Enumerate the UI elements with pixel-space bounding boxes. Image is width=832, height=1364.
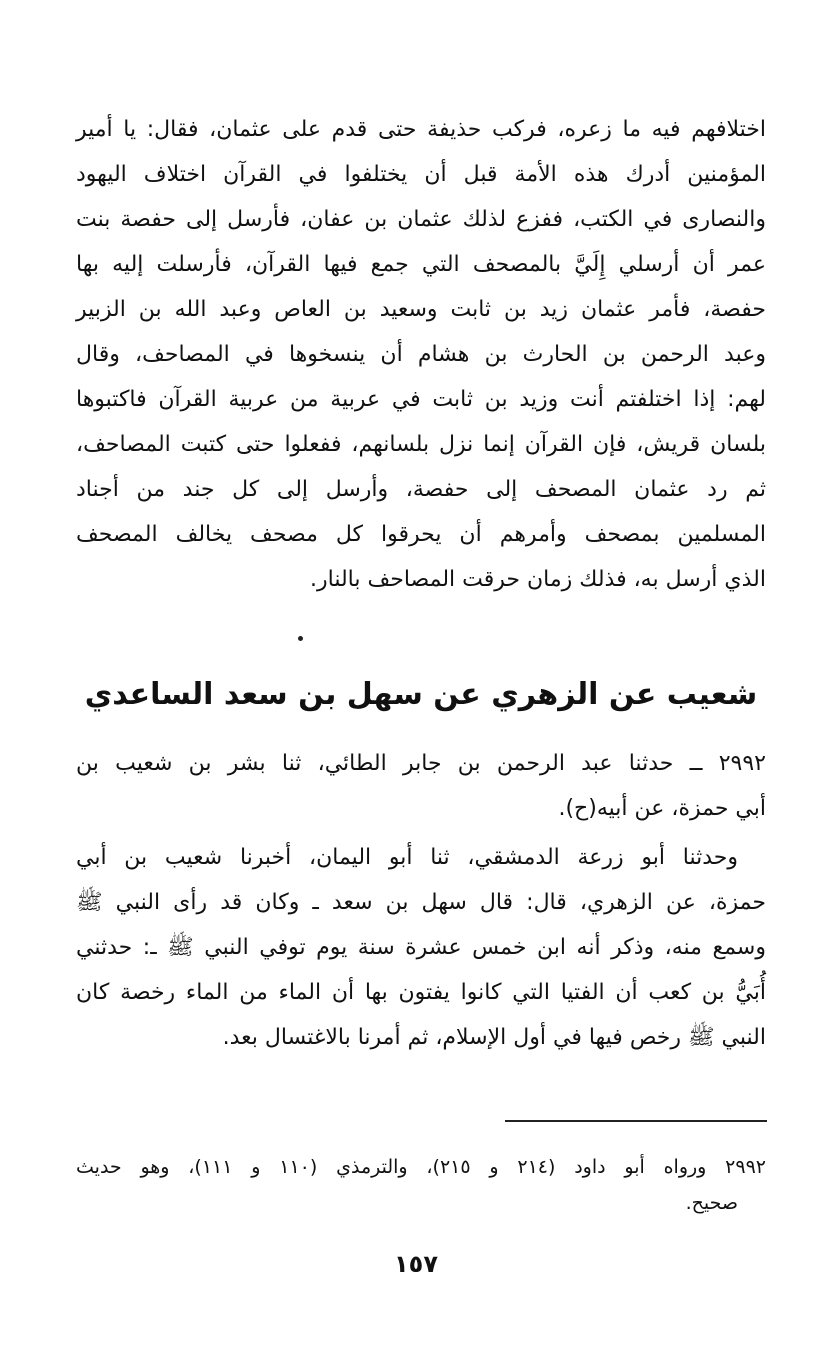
text-line: وعبد الرحمن بن الحارث بن هشام أن ينسخوها في المصاحف، وقال [76,342,766,367]
text-line: النبي ﷺ رخص فيها في أول الإسلام، ثم أمرنا بالاغتسال بعد. [222,1025,766,1050]
text-line: لهم: إذا اختلفتم أنت وزيد بن ثابت في عربية من عربية القرآن فاكتبوها [76,387,766,412]
text-line: ٢٩٩٢ ــ حدثنا عبد الرحمن بن جابر الطائي، ثنا بشر بن شعيب بن [76,751,766,776]
text-line: عمر أن أرسلي إِلَيَّ بالمصحف التي جمع فيها القرآن، فأرسلت إليه بها [76,252,766,277]
text-line: صحيح. [685,1192,738,1214]
separator-dot [298,636,303,641]
section-heading: شعيب عن الزهري عن سهل بن سعد الساعدي [84,677,758,712]
text-line: بلسان قريش، فإن القرآن إنما نزل بلسانهم، ففعلوا حتى كتبت المصاحف، [76,432,766,457]
text-line: والنصارى في الكتب، ففزع لذلك عثمان بن عفان، فأرسل إلى حفصة بنت [76,207,766,232]
text-line: اختلافهم فيه ما زعره، فركب حذيفة حتى قدم على عثمان، فقال: يا أمير [76,117,766,142]
text-line: الذي أرسل به، فذلك زمان حرقت المصاحف بالنار. [310,567,766,592]
text-line: حفصة، فأمر عثمان زيد بن ثابت وسعيد بن العاص وعبد الله بن الزبير [76,297,766,322]
footnote-divider [505,1120,767,1122]
text-line: وحدثنا أبو زرعة الدمشقي، ثنا أبو اليمان، أخبرنا شعيب بن أبي [76,845,738,870]
text-line: ثم رد عثمان المصحف إلى حفصة، وأرسل إلى كل جند من أجناد [76,477,766,502]
text-line: أبي حمزة، عن أبيه(ح). [558,796,766,821]
text-line: وسمع منه، وذكر أنه ابن خمس عشرة سنة يوم توفي النبي ﷺ ـ: حدثني [76,935,766,960]
page-number: ١٥٧ [394,1250,438,1278]
text-line: حمزة، عن الزهري، قال: قال سهل بن سعد ـ وكان قد رأى النبي ﷺ [76,890,766,915]
text-line: ٢٩٩٢ ورواه أبو داود (٢١٤ و ٢١٥)، والترمذي (١١٠ و ١١١)، وهو حديث [76,1156,766,1178]
text-line: المسلمين بمصحف وأمرهم أن يحرقوا كل مصحف يخالف المصحف [76,522,766,547]
text-line: أُبَيُّ بن كعب أن الفتيا التي كانوا يفتون بها أن الماء من الماء رخصة كان [76,980,766,1005]
text-line: المؤمنين أدرك هذه الأمة قبل أن يختلفوا في القرآن اختلاف اليهود [76,162,766,187]
